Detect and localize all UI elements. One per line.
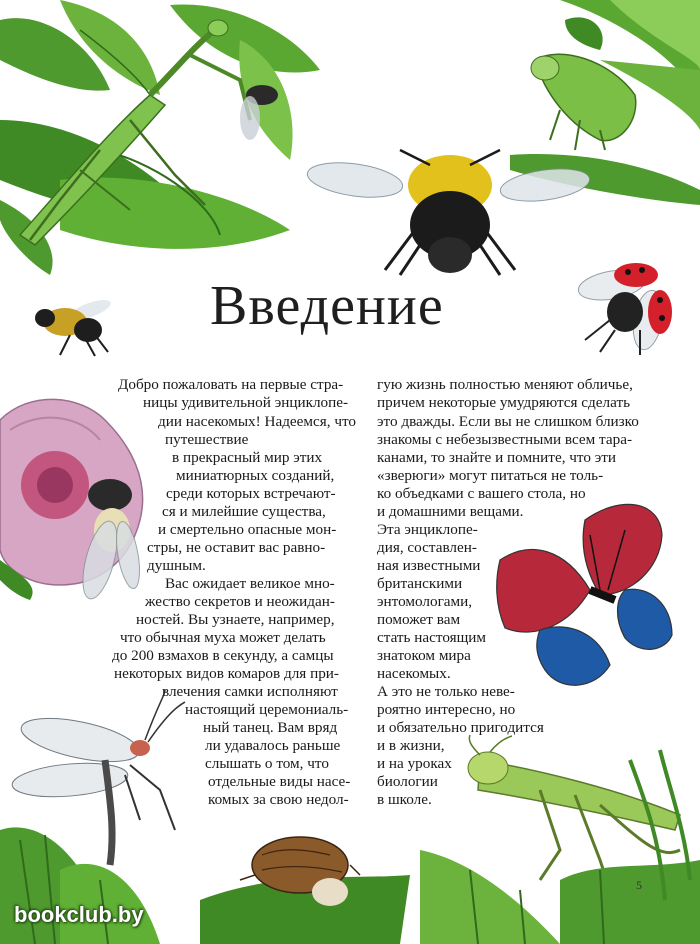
red-blue-butterfly	[497, 504, 672, 685]
text-line: и в жизни,	[377, 737, 445, 754]
text-line: это дважды. Если вы не слишком близко	[377, 413, 639, 430]
text-line: ницы удивительной энциклопе-	[143, 394, 349, 411]
text-line: и обязательно пригодится	[377, 719, 544, 736]
text-line: ко объедками с вашего стола, но	[377, 485, 586, 502]
top-left-leaves	[0, 0, 320, 275]
text-line: миниатюрных созданий,	[176, 467, 335, 484]
text-line: ный танец. Вам вряд	[203, 719, 338, 736]
text-line: ли удавалось раньше	[205, 737, 341, 754]
text-line: Вас ожидает великое мно-	[165, 575, 335, 592]
text-line: слышать о том, что	[205, 755, 329, 772]
text-line: в прекрасный мир этих	[172, 449, 323, 466]
text-line: насекомых.	[377, 665, 451, 682]
text-line: до 200 взмахов в секунду, а самцы	[112, 647, 334, 664]
text-line: знакомы с небезызвестными всем тара-	[377, 431, 633, 448]
text-line: некоторых видов комаров для при-	[114, 665, 339, 682]
text-line: британскими	[377, 575, 463, 592]
text-line: причем некоторые умудряются сделать	[377, 394, 631, 411]
text-line: настоящий церемониаль-	[185, 701, 349, 718]
text-line: ностей. Вы узнаете, например,	[136, 611, 335, 628]
text-line: и на уроках	[377, 755, 452, 772]
text-line: в школе.	[377, 791, 432, 808]
text-line: знатоком мира	[377, 647, 471, 664]
text-line: влечения самки исполняют	[162, 683, 338, 700]
text-line: что обычная муха может делать	[120, 629, 326, 646]
text-line: стры, не оставит вас равно-	[147, 539, 326, 556]
text-line: биологии	[377, 773, 438, 790]
text-line: Добро пожаловать на первые стра-	[118, 376, 344, 393]
text-line: Эта энциклопе-	[377, 521, 478, 538]
page-number: 5	[636, 878, 642, 892]
text-line: ся и милейшие существа,	[162, 503, 326, 520]
text-line: дии насекомых! Надеемся, что	[158, 413, 357, 430]
text-line: гую жизнь полностью меняют обличье,	[377, 376, 633, 393]
text-line: и смертельно опасные мон-	[158, 521, 337, 538]
text-line: комых за свою недол-	[208, 791, 349, 808]
text-line: жество секретов и неожидан-	[145, 593, 335, 610]
text-line: А это не только неве-	[377, 683, 515, 700]
text-line: отдельные виды насе-	[208, 773, 351, 790]
page-title: Введение	[210, 275, 444, 337]
text-line: и домашними вещами.	[377, 503, 524, 520]
flower-with-bee	[0, 399, 144, 602]
text-line: энтомологами,	[377, 593, 473, 610]
watermark: bookclub.by	[14, 902, 144, 927]
text-line: ная известными	[377, 557, 481, 574]
text-line: поможет вам	[377, 611, 461, 628]
ladybird	[576, 263, 672, 355]
text-line: среди которых встречают-	[166, 485, 336, 502]
text-line: стать настоящим	[377, 629, 487, 646]
text-line: душным.	[147, 557, 206, 574]
text-line: «зверюги» могут питаться не толь-	[377, 467, 604, 484]
text-line: роятно интересно, но	[377, 701, 516, 718]
text-line: путешествие	[165, 431, 249, 448]
text-line: дия, составлен-	[377, 539, 477, 556]
text-line: канами, то знайте и помните, что эти	[377, 449, 617, 466]
small-bee	[35, 296, 113, 356]
